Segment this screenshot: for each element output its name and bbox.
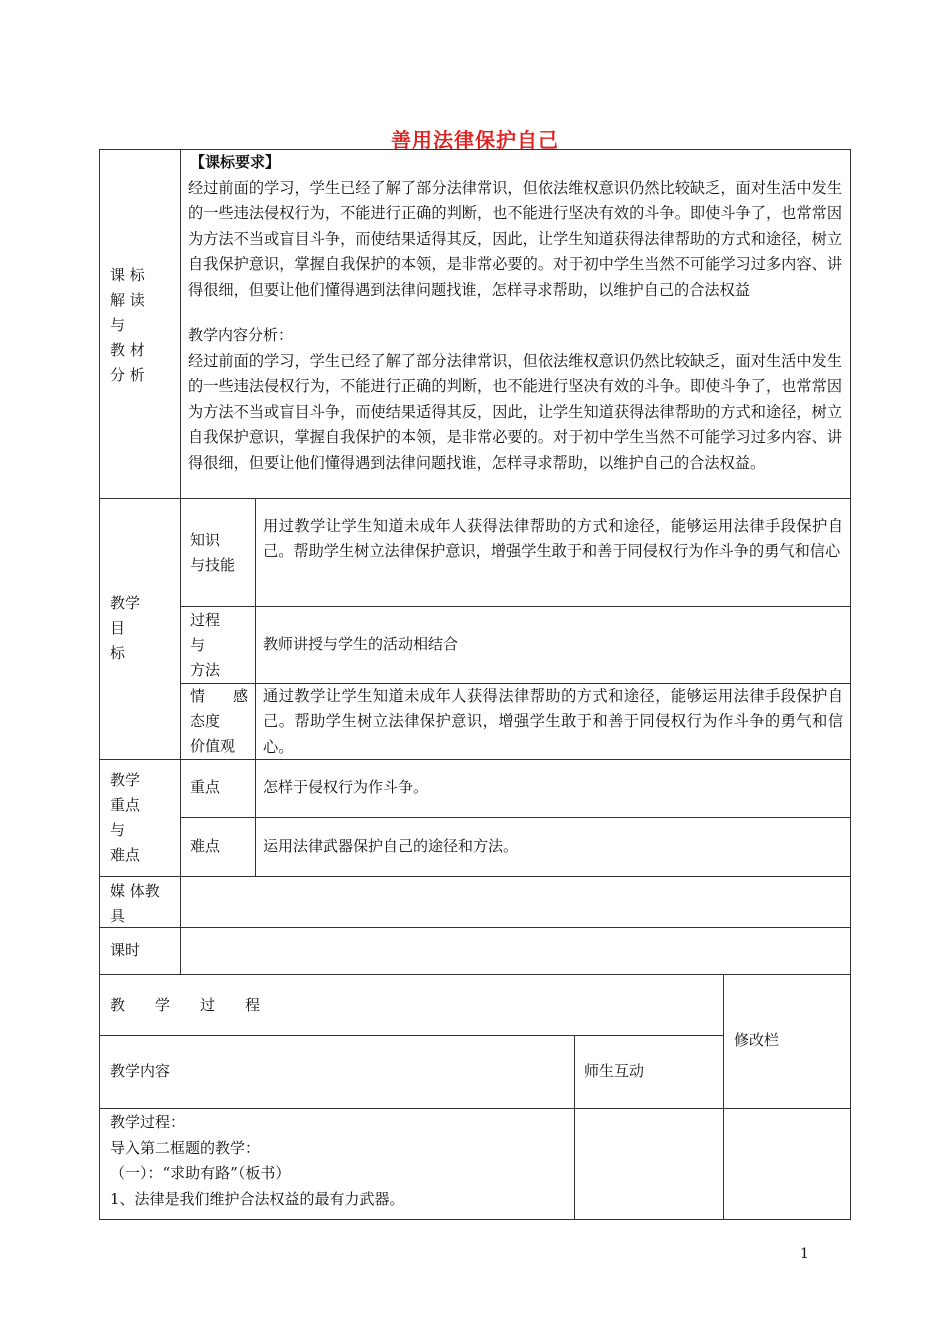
row-divider — [99, 498, 851, 499]
teaching-process-heading: 教 学 过 程 — [110, 996, 261, 1014]
content-analysis-text: 经过前面的学习，学生已经了解了部分法律常识，但依法维权意识仍然比较缺乏，面对生活中发生的一些违法侵权行为，不能进行正确的判断，也不能进行坚决有效的斗争。即使斗争了，也常常因为方法不当或盲目斗争，而使结果适得其反，因此，让学生知道获得法律帮助的方式和途径，树立自我保护意识，掌握自我保护的本领，是非常必要的。对于初中学生当然不可能学习过多内容、讲得很细，但要让他们懂得遇到法律问题找谁，怎样寻求帮助，以维护自己的合法权益。 — [188, 352, 842, 472]
content-column-heading: 教学内容 — [110, 1062, 171, 1080]
col-divider — [255, 498, 256, 876]
requirement-heading: 【课标要求】 — [190, 153, 281, 171]
goal-text-process: 教师讲授与学生的活动相结合 — [263, 635, 459, 653]
row-divider — [99, 1108, 851, 1109]
goal-text-emotion: 通过教学让学生知道未成年人获得法律帮助的方式和途径，能够运用法律手段保护自己。帮助学生树立法律保护意识，增强学生敢于和善于同侵权行为作斗争的勇气和信心。 — [263, 687, 843, 756]
revision-column-heading: 修改栏 — [734, 1031, 780, 1049]
keypoint-label: 重点 — [190, 778, 221, 796]
section-label-hours: 课时 — [110, 941, 141, 959]
row-divider — [99, 1035, 723, 1036]
content-analysis-heading: 教学内容分析： — [188, 326, 294, 344]
section-label-goals: 教学 目 标 — [110, 594, 141, 662]
section-label-curriculum: 课 标 解 读 与 教 材 分 析 — [110, 266, 145, 384]
col-divider — [723, 974, 724, 1220]
interaction-column-heading: 师生互动 — [584, 1062, 645, 1080]
difficulty-text: 运用法律武器保护自己的途径和方法。 — [263, 837, 519, 855]
process-body: 教学过程： 导入第二框题的教学： （一）：“求助有路”（板书） 1、法律是我们维护合法权益的最有力武器。 — [110, 1113, 405, 1208]
goal-label-emotion: 情 感 态度 价值观 — [190, 687, 248, 755]
row-divider — [99, 974, 851, 975]
goal-label-knowledge: 知识 与技能 — [190, 531, 236, 574]
row-divider — [180, 817, 851, 818]
col-divider — [574, 1035, 575, 1220]
section-label-keypoints: 教学 重点 与 难点 — [110, 771, 141, 864]
row-divider — [99, 876, 851, 877]
goal-text-knowledge: 用过教学让学生知道未成年人获得法律帮助的方式和途径，能够运用法律手段保护自己。帮助学生树立法律保护意识，增强学生敢于和善于同侵权行为作斗争的勇气和信心 — [263, 517, 843, 561]
col-divider — [180, 149, 181, 974]
section-label-media: 媒 体教 具 — [110, 882, 160, 925]
page-title: 善用法律保护自己 — [391, 128, 559, 152]
row-divider — [99, 927, 851, 928]
row-divider — [180, 606, 851, 607]
difficulty-label: 难点 — [190, 837, 221, 855]
goal-label-process: 过程 与 方法 — [190, 611, 221, 679]
requirement-text: 经过前面的学习，学生已经了解了部分法律常识，但依法维权意识仍然比较缺乏，面对生活中发生的一些违法侵权行为，不能进行正确的判断，也不能进行坚决有效的斗争。即使斗争了，也常常因为方法不当或盲目斗争，而使结果适得其反，因此，让学生知道获得法律帮助的方式和途径，树立自我保护意识，掌握自我保护的本领，是非常必要的。对于初中学生当然不可能学习过多内容、讲得很细，但要让他们懂得遇到法律问题找谁，怎样寻求帮助，以维护自己的合法权益 — [188, 179, 842, 299]
keypoint-text: 怎样于侵权行为作斗争。 — [263, 778, 429, 796]
page-number: 1 — [800, 1246, 809, 1262]
